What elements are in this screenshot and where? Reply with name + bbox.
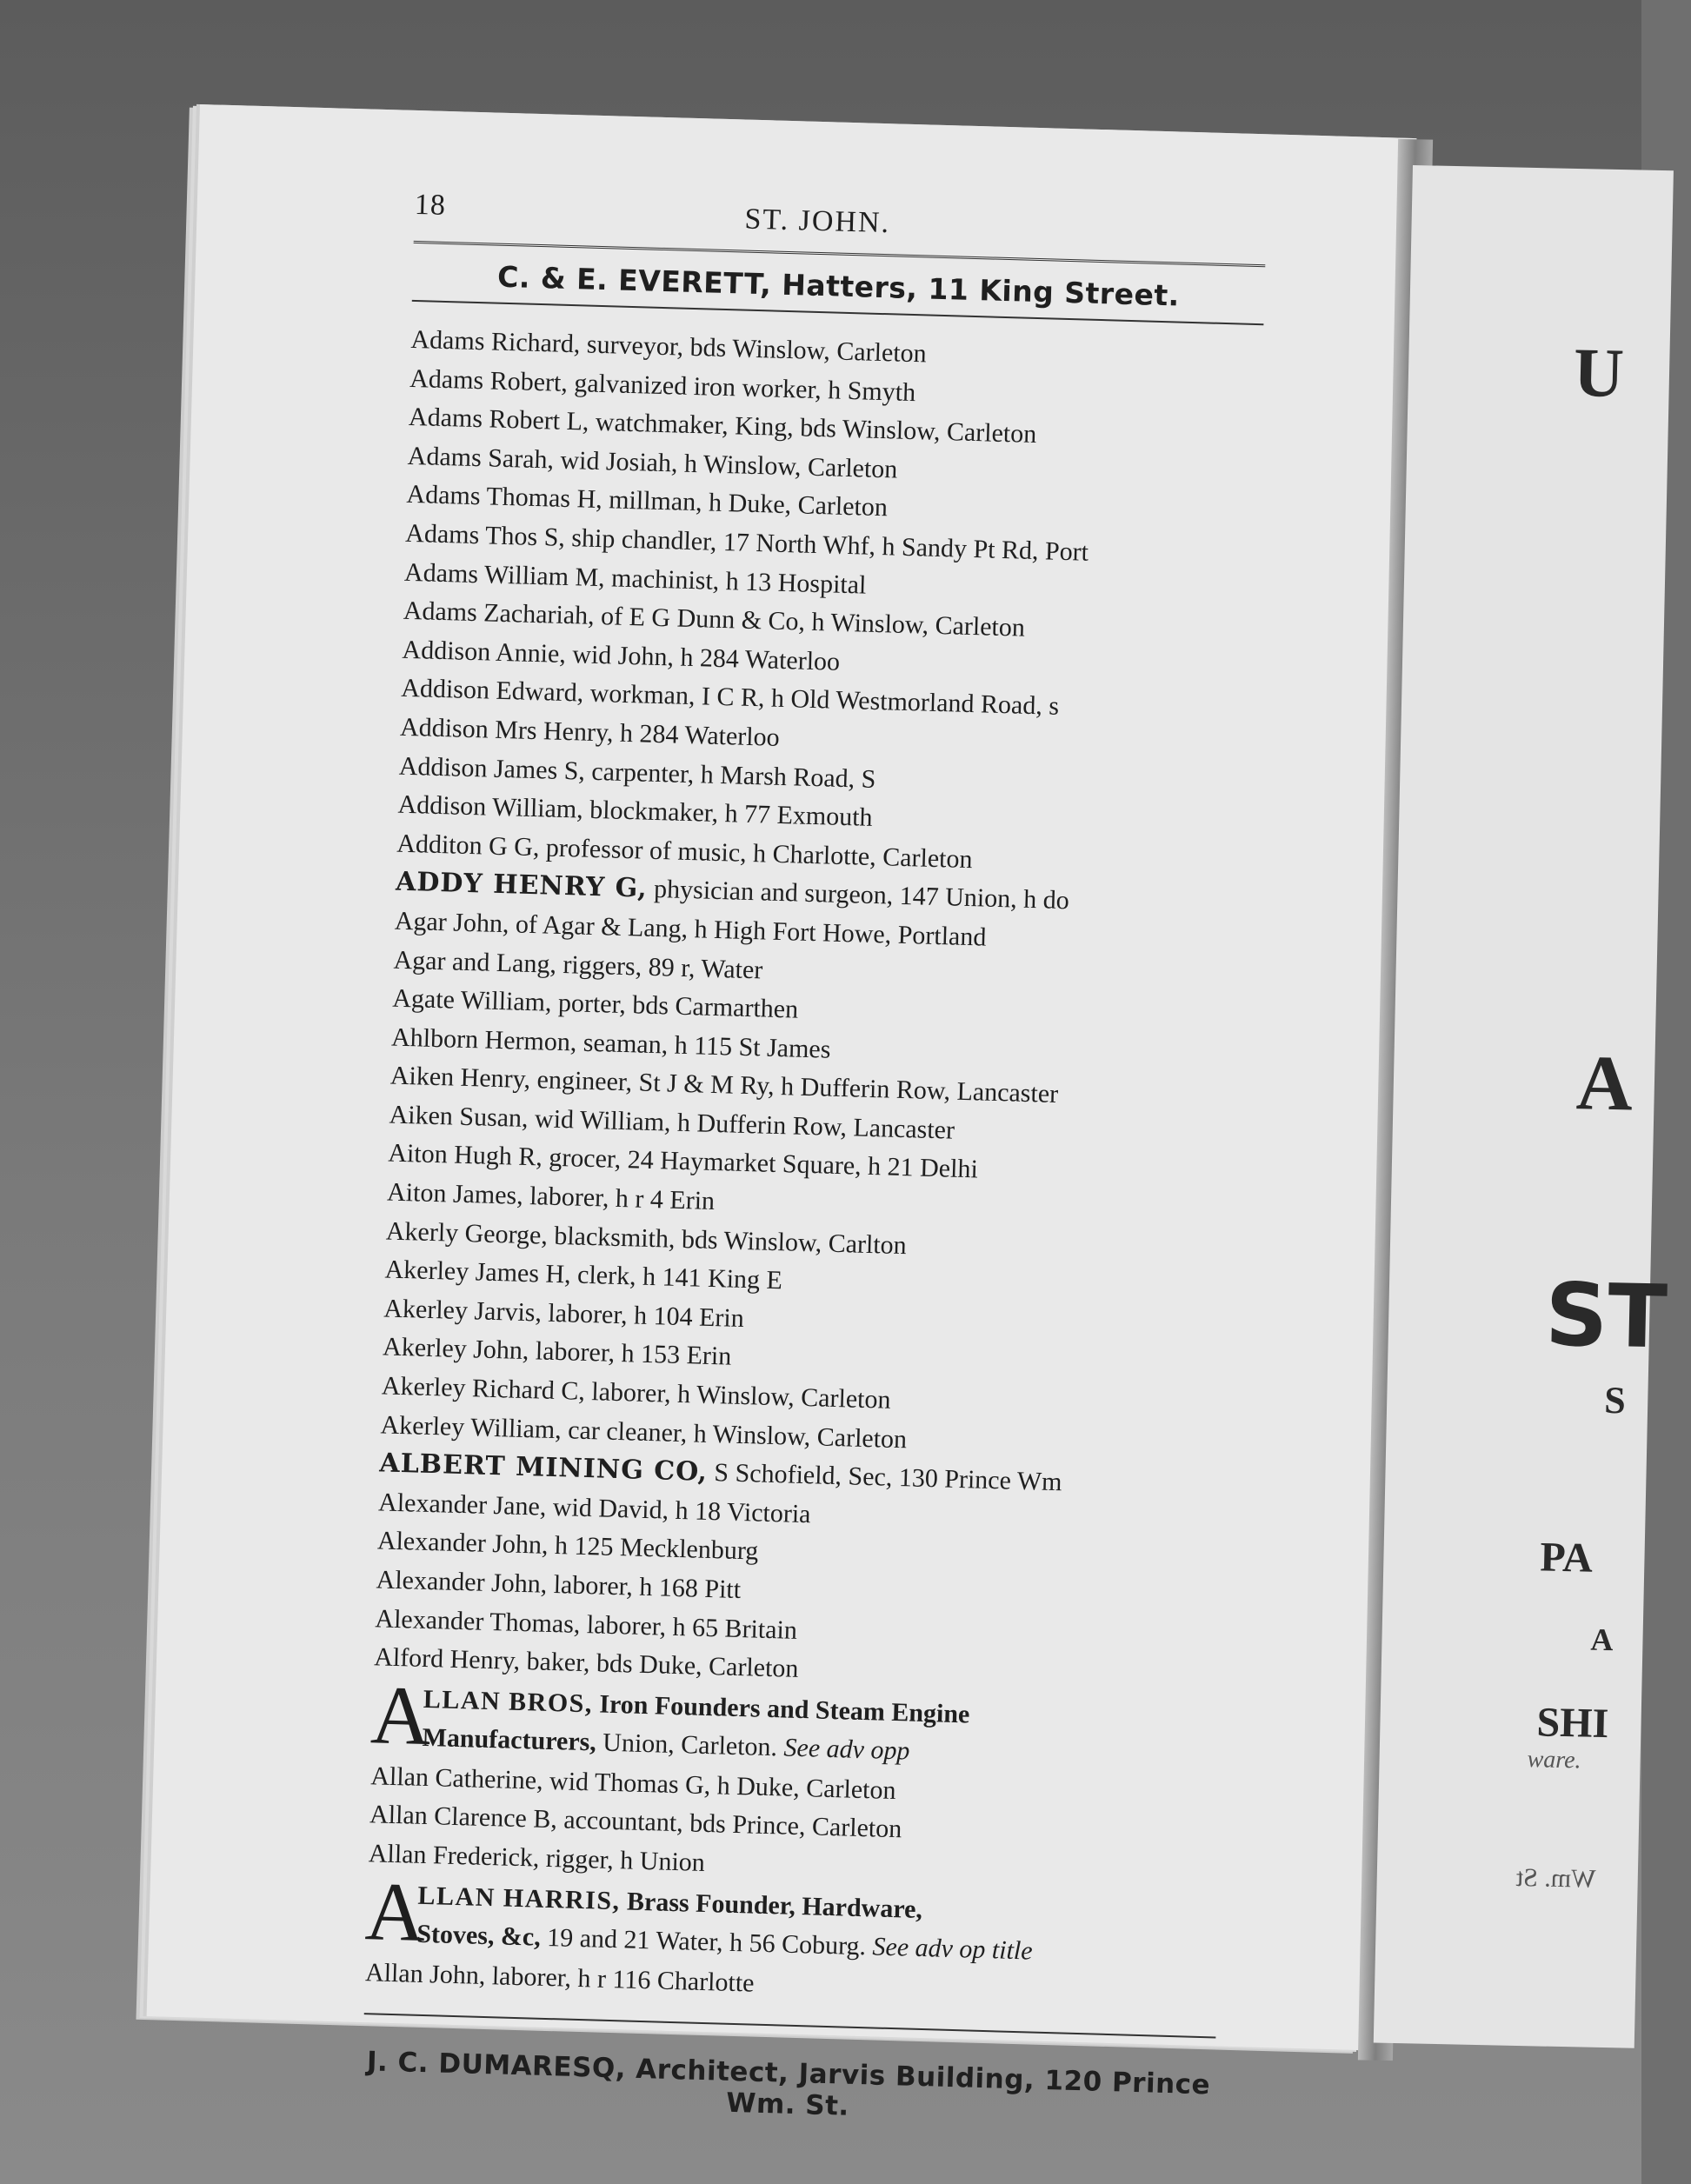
directory-entry: Alexander Jane, wid David, h 18 Victoria: [377, 1488, 811, 1529]
directory-entry: Agar and Lang, riggers, 89 r, Water: [393, 945, 763, 984]
display-text: Manufacturers,: [422, 1722, 597, 1757]
entry-details: physician and surgeon, 147 Union, h do: [647, 875, 1070, 916]
display-heading: LLAN BROS,: [423, 1684, 594, 1719]
book-page-left: [147, 104, 1417, 2122]
directory-entry: Akerley John, laborer, h 153 Erin: [382, 1332, 732, 1372]
entry-details: S Schofield, Sec, 130 Prince Wm: [707, 1458, 1062, 1497]
right-page-fragment: SHI: [1535, 1699, 1609, 1748]
directory-entry: Akerley Richard C, laborer, h Winslow, Carleton: [381, 1371, 891, 1415]
footer-rule: [364, 2013, 1216, 2038]
display-text: 19 and 21 Water, h 56 Coburg.: [540, 1922, 874, 1961]
directory-entry: Adams Thos S, ship chandler, 17 North Whf, h Sandy Pt Rd, Port: [404, 518, 1089, 567]
right-page-fragment: U: [1573, 334, 1625, 413]
right-page-fragment: Wm. St: [1515, 1862, 1596, 1894]
right-page-fragment: PA: [1539, 1534, 1594, 1581]
directory-entry: Adams Sarah, wid Josiah, h Winslow, Carleton: [407, 441, 898, 484]
running-head: ST. JOHN.: [744, 203, 891, 240]
directory-entry: Alexander John, laborer, h 168 Pitt: [376, 1565, 742, 1605]
page-number: 18: [414, 188, 447, 222]
book-page-right: [1374, 165, 1674, 2048]
display-heading: LLAN HARRIS,: [417, 1881, 621, 1915]
directory-entry: Aiken Henry, engineer, St J & M Ry, h Dufferin Row, Lancaster: [389, 1061, 1059, 1109]
directory-entry: Agar John, of Agar & Lang, h High Fort Howe, Portland: [394, 906, 987, 952]
display-text: Iron Founders and Steam Engine: [592, 1689, 970, 1729]
top-advertisement: C. & E. EVERETT, Hatters, 11 King Street.: [496, 259, 1181, 313]
directory-entry: Adams Robert, galvanized iron worker, h Smyth: [409, 363, 916, 407]
directory-entry: Addison Annie, wid John, h 284 Waterloo: [402, 635, 841, 676]
directory-entry: Akerley Jarvis, laborer, h 104 Erin: [383, 1294, 745, 1333]
directory-entry: Allan Clarence B, accountant, bds Prince, Carleton: [369, 1800, 902, 1844]
display-text: Union, Carleton.: [596, 1728, 785, 1762]
entry-bold-name: ALBERT MINING CO,: [378, 1448, 709, 1488]
directory-entry: Adams William M, machinist, h 13 Hospital: [403, 557, 867, 600]
directory-entry: Alexander John, h 125 Mecklenburg: [376, 1526, 759, 1566]
directory-entry: Agate William, porter, bds Carmarthen: [391, 983, 799, 1024]
directory-entry: Aiton Hugh R, grocer, 24 Haymarket Square, h 21 Delhi: [387, 1138, 979, 1184]
directory-entry: Allan Catherine, wid Thomas G, h Duke, Carleton: [369, 1761, 896, 1805]
directory-entry: Akerly George, blacksmith, bds Winslow, Carlton: [385, 1216, 908, 1260]
directory-entry: Additon G G, professor of music, h Charlotte, Carleton: [396, 829, 973, 874]
display-see-adv: See adv op title: [872, 1931, 1034, 1966]
directory-entry: Allan John, laborer, h r 116 Charlotte: [364, 1957, 755, 1998]
display-see-adv: See adv opp: [783, 1733, 910, 1766]
footer-advertisement: J. C. DUMARESQ, Architect, Jarvis Building, 120 Prince Wm. St.: [366, 2046, 1211, 2122]
directory-entry: Adams Zachariah, of E G Dunn & Co, h Winslow, Carleton: [403, 596, 1026, 643]
directory-entry: Allan Frederick, rigger, h Union: [368, 1839, 706, 1877]
right-page-fragment: ST: [1544, 1263, 1668, 1368]
display-text: Brass Founder, Hardware,: [620, 1886, 923, 1924]
dropcap: A: [363, 1863, 427, 1959]
dropcap: A: [369, 1668, 433, 1762]
directory-entry: Addison Mrs Henry, h 284 Waterloo: [399, 712, 781, 752]
directory-entry: Adams Richard, surveyor, bds Winslow, Carleton: [410, 324, 928, 369]
directory-entry: Alford Henry, baker, bds Duke, Carleton: [373, 1642, 799, 1684]
page-content: [362, 189, 1267, 2133]
directory-entry: Adams Thomas H, millman, h Duke, Carleton: [406, 480, 889, 523]
directory-entry: Ahlborn Hermon, seaman, h 115 St James: [390, 1022, 831, 1064]
directory-entry: Akerley William, car cleaner, h Winslow, Carleton: [380, 1410, 908, 1454]
directory-entry: Adams Robert L, watchmaker, King, bds Winslow, Carleton: [408, 403, 1037, 449]
display-text: Stoves, &c,: [416, 1919, 542, 1952]
directory-entry: Aiton James, laborer, h r 4 Erin: [386, 1177, 716, 1216]
directory-entry: Akerley James H, clerk, h 141 King E: [384, 1255, 783, 1295]
directory-entry: Alexander Thomas, laborer, h 65 Britain: [374, 1603, 798, 1645]
directory-entry: Addison William, blockmaker, h 77 Exmouth: [397, 789, 873, 833]
directory-entry: Addison Edward, workman, I C R, h Old Westmorland Road, s: [400, 674, 1060, 722]
entry-bold-name: ADDY HENRY G,: [395, 866, 649, 905]
directory-entries: [364, 321, 1262, 2016]
directory-entry: Aiken Susan, wid William, h Dufferin Row, Lancaster: [389, 1100, 955, 1145]
right-page-fragment: A: [1590, 1621, 1614, 1658]
right-page-fragment: S: [1603, 1378, 1627, 1422]
right-page-fragment: ware.: [1527, 1746, 1581, 1774]
directory-entry: Addison James S, carpenter, h Marsh Road, S: [398, 751, 876, 794]
right-page-fragment: A: [1574, 1040, 1634, 1128]
